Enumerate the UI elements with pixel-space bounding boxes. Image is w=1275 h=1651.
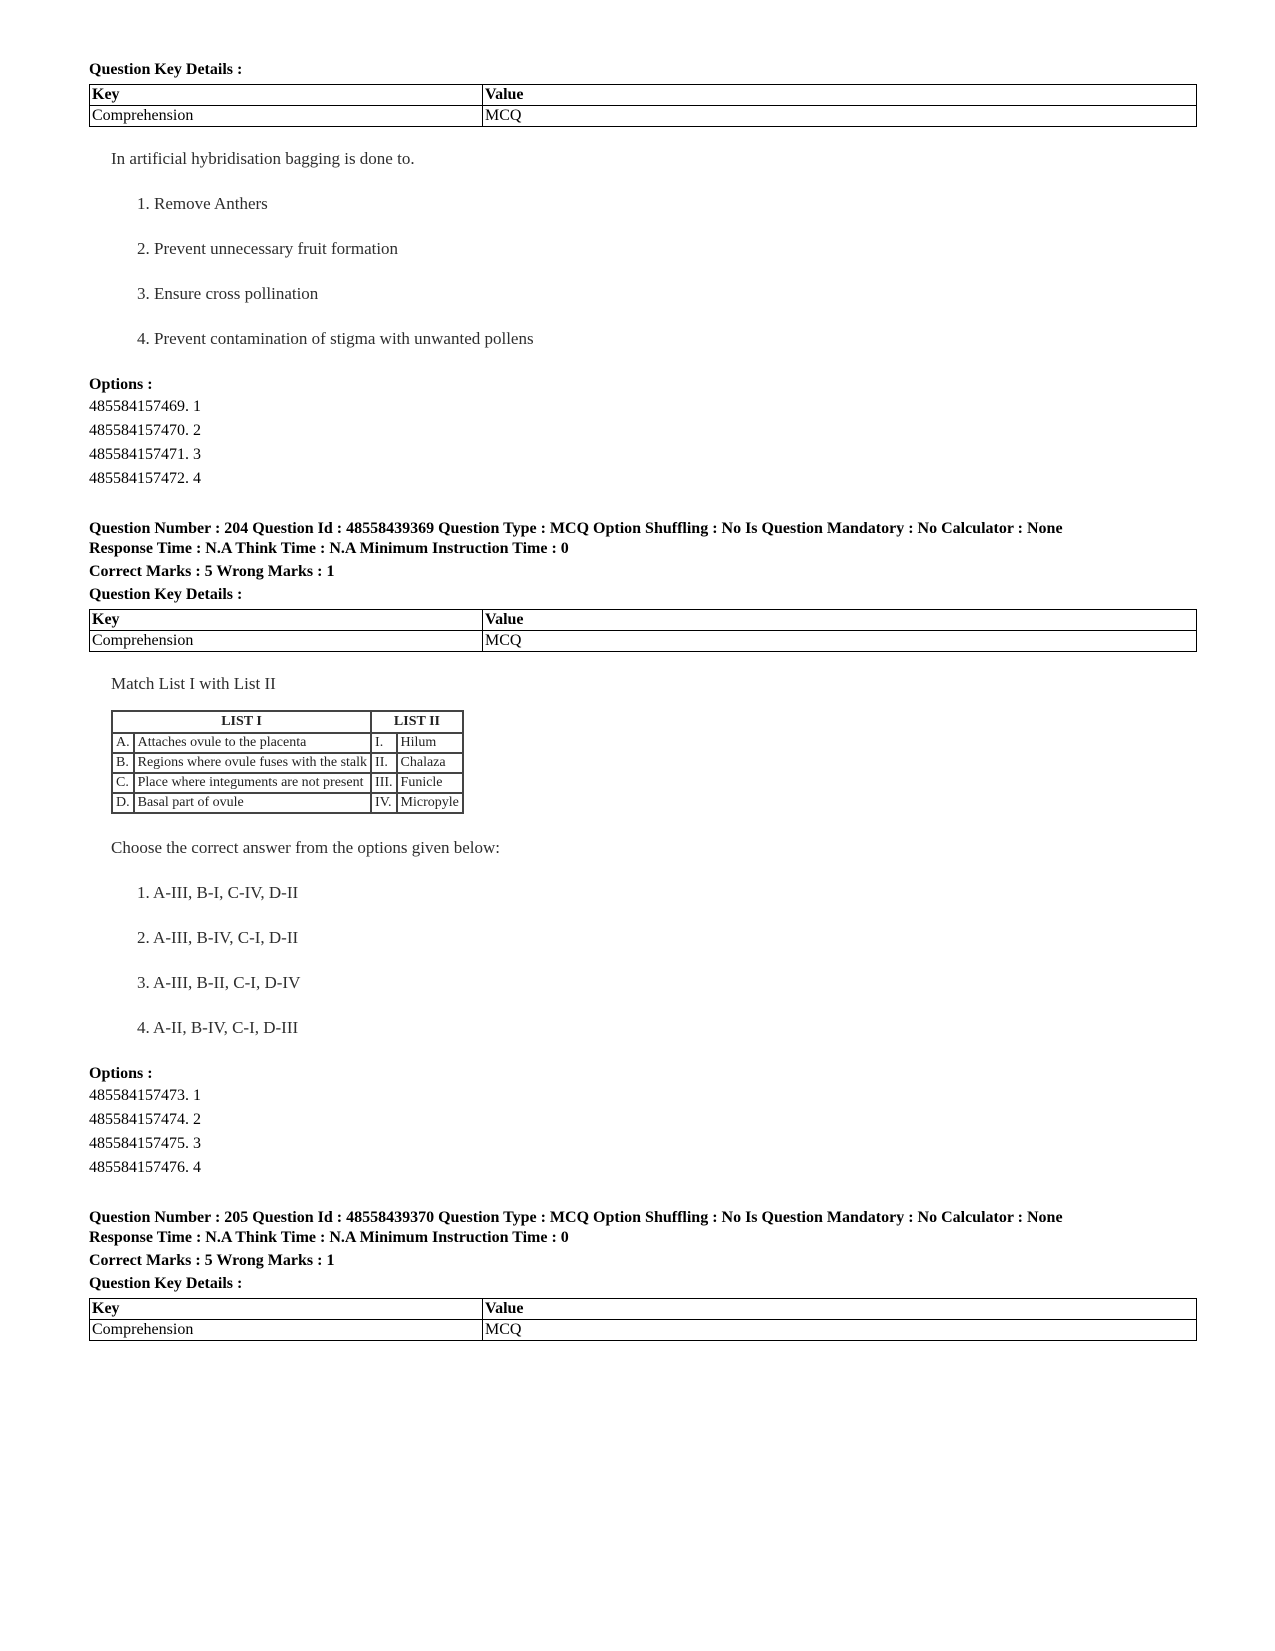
option-item: 485584157469. 1 — [89, 398, 201, 415]
key-details-label: Question Key Details : — [89, 1275, 243, 1292]
document-page — [89, 60, 1197, 1341]
list1-text: Basal part of ovule — [134, 793, 371, 813]
table-header-value: Value — [483, 1299, 1197, 1320]
question-option: 3. A-III, B-II, C-I, D-IV — [137, 973, 301, 992]
option-item: 485584157471. 3 — [89, 446, 201, 463]
table-cell-value: MCQ — [483, 106, 1197, 127]
option-item: 485584157475. 3 — [89, 1135, 201, 1152]
key-details-table — [89, 1298, 1197, 1341]
question-option: 1. A-III, B-I, C-IV, D-II — [137, 883, 299, 902]
table-header-key: Key — [90, 610, 483, 631]
question-option: 1. Remove Anthers — [137, 194, 268, 213]
list2-text: Chalaza — [397, 753, 463, 773]
key-details-label: Question Key Details : — [89, 586, 243, 603]
options-label: Options : — [89, 1065, 153, 1082]
table-cell-value: MCQ — [483, 1320, 1197, 1341]
match-table-row — [112, 733, 463, 753]
match-table-row — [112, 753, 463, 773]
question-option: 4. A-II, B-IV, C-I, D-III — [137, 1018, 299, 1037]
question-header-line2: Response Time : N.A Think Time : N.A Minimum Instruction Time : 0 — [89, 540, 569, 557]
match-table-header-list2: LIST II — [371, 711, 463, 733]
question-option: 4. Prevent contamination of stigma with unwanted pollens — [137, 329, 534, 348]
list1-label: B. — [112, 753, 134, 773]
question-header-line2: Response Time : N.A Think Time : N.A Minimum Instruction Time : 0 — [89, 1229, 569, 1246]
table-cell-value: MCQ — [483, 631, 1197, 652]
question-image — [89, 674, 1197, 1038]
list2-text: Micropyle — [397, 793, 463, 813]
list2-text: Funicle — [397, 773, 463, 793]
key-details-table — [89, 609, 1197, 652]
marks-line: Correct Marks : 5 Wrong Marks : 1 — [89, 1252, 335, 1269]
list2-label: II. — [371, 753, 397, 773]
table-header-value: Value — [483, 610, 1197, 631]
marks-line: Correct Marks : 5 Wrong Marks : 1 — [89, 563, 335, 580]
question-image — [111, 149, 1197, 349]
list1-text: Regions where ovule fuses with the stalk — [134, 753, 371, 773]
match-table-row — [112, 793, 463, 813]
list1-label: A. — [112, 733, 134, 753]
match-table — [111, 710, 464, 814]
option-item: 485584157473. 1 — [89, 1087, 201, 1104]
key-details-label: Question Key Details : — [89, 61, 243, 78]
list1-text: Place where integuments are not present — [134, 773, 371, 793]
question-header-line1: Question Number : 204 Question Id : 48558439369 Question Type : MCQ Option Shuffling : No Is Question Mandatory : No Calculator : None — [89, 520, 1063, 537]
list1-text: Attaches ovule to the placenta — [134, 733, 371, 753]
question-option: 2. Prevent unnecessary fruit formation — [137, 239, 399, 258]
option-item: 485584157472. 4 — [89, 470, 201, 487]
list2-text: Hilum — [397, 733, 463, 753]
table-cell-key: Comprehension — [90, 106, 483, 127]
question-option: 2. A-III, B-IV, C-I, D-II — [137, 928, 299, 947]
key-details-table — [89, 84, 1197, 127]
table-header-key: Key — [90, 85, 483, 106]
list2-label: I. — [371, 733, 397, 753]
list2-label: III. — [371, 773, 397, 793]
question-stem: Match List I with List II — [111, 674, 276, 693]
table-cell-key: Comprehension — [90, 631, 483, 652]
list1-label: D. — [112, 793, 134, 813]
list2-label: IV. — [371, 793, 397, 813]
table-header-key: Key — [90, 1299, 483, 1320]
option-item: 485584157470. 2 — [89, 422, 201, 439]
option-item: 485584157474. 2 — [89, 1111, 201, 1128]
options-label: Options : — [89, 376, 153, 393]
table-cell-key: Comprehension — [90, 1320, 483, 1341]
list1-label: C. — [112, 773, 134, 793]
match-table-row — [112, 773, 463, 793]
question-stem: In artificial hybridisation bagging is done to. — [111, 149, 415, 168]
question-header — [89, 519, 1197, 559]
match-table-header-list1: LIST I — [112, 711, 371, 733]
option-item: 485584157476. 4 — [89, 1159, 201, 1176]
question-option: 3. Ensure cross pollination — [137, 284, 319, 303]
table-header-value: Value — [483, 85, 1197, 106]
question-header — [89, 1208, 1197, 1248]
question-header-line1: Question Number : 205 Question Id : 48558439370 Question Type : MCQ Option Shuffling : No Is Question Mandatory : No Calculator : None — [89, 1209, 1063, 1226]
choose-instruction: Choose the correct answer from the options given below: — [111, 838, 501, 857]
